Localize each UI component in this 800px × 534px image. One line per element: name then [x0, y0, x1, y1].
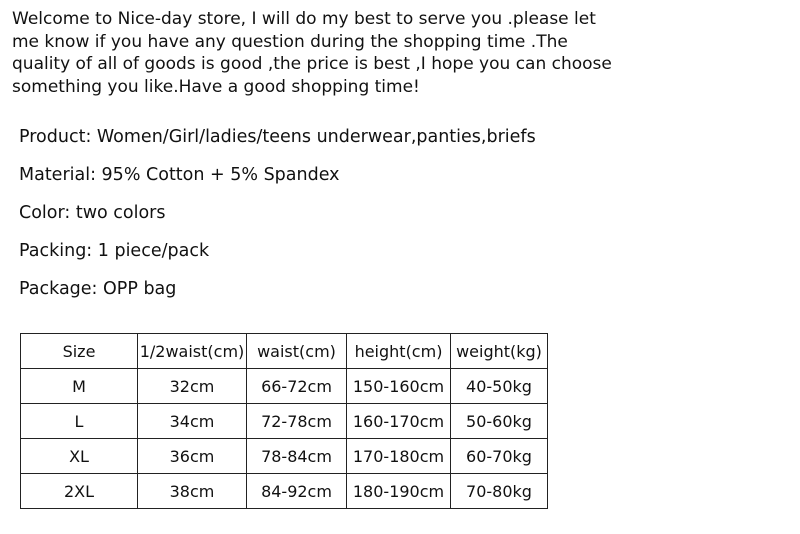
cell-size: M — [21, 369, 138, 404]
welcome-line: me know if you have any question during the shopping time .The — [12, 31, 568, 52]
cell-size: L — [21, 404, 138, 439]
table-row — [21, 474, 548, 509]
cell-half-waist: 34cm — [138, 404, 247, 439]
cell-weight: 40-50kg — [451, 369, 548, 404]
header-waist: waist(cm) — [247, 334, 347, 369]
welcome-line: something you like.Have a good shopping time! — [12, 76, 420, 97]
cell-height: 160-170cm — [347, 404, 451, 439]
spec-product: Product: Women/Girl/ladies/teens underwear,panties,briefs — [19, 127, 536, 147]
cell-half-waist: 38cm — [138, 474, 247, 509]
cell-weight: 70-80kg — [451, 474, 548, 509]
spec-packing: Packing: 1 piece/pack — [19, 241, 210, 261]
welcome-line: quality of all of goods is good ,the price is best ,I hope you can choose — [12, 54, 612, 74]
size-chart-table — [20, 333, 548, 509]
header-height: height(cm) — [347, 334, 451, 369]
cell-waist: 78-84cm — [247, 439, 347, 474]
cell-size: 2XL — [21, 474, 138, 509]
welcome-line: Welcome to Nice-day store, I will do my best to serve you .please let — [12, 9, 596, 29]
header-size: Size — [21, 334, 138, 369]
header-half-waist: 1/2waist(cm) — [138, 334, 247, 369]
table-header-row — [21, 334, 548, 369]
cell-waist: 66-72cm — [247, 369, 347, 404]
cell-height: 180-190cm — [347, 474, 451, 509]
cell-height: 150-160cm — [347, 369, 451, 404]
welcome-message — [12, 8, 632, 98]
header-weight: weight(kg) — [451, 334, 548, 369]
cell-weight: 50-60kg — [451, 404, 548, 439]
spec-material: Material: 95% Cotton + 5% Spandex — [19, 165, 340, 185]
product-specs-list — [19, 124, 536, 314]
cell-weight: 60-70kg — [451, 439, 548, 474]
table-row — [21, 369, 548, 404]
cell-height: 170-180cm — [347, 439, 451, 474]
cell-waist: 72-78cm — [247, 404, 347, 439]
cell-half-waist: 36cm — [138, 439, 247, 474]
cell-size: XL — [21, 439, 138, 474]
cell-half-waist: 32cm — [138, 369, 247, 404]
spec-package: Package: OPP bag — [19, 279, 177, 299]
cell-waist: 84-92cm — [247, 474, 347, 509]
table-row — [21, 439, 548, 474]
spec-color: Color: two colors — [19, 203, 166, 223]
table-row — [21, 404, 548, 439]
